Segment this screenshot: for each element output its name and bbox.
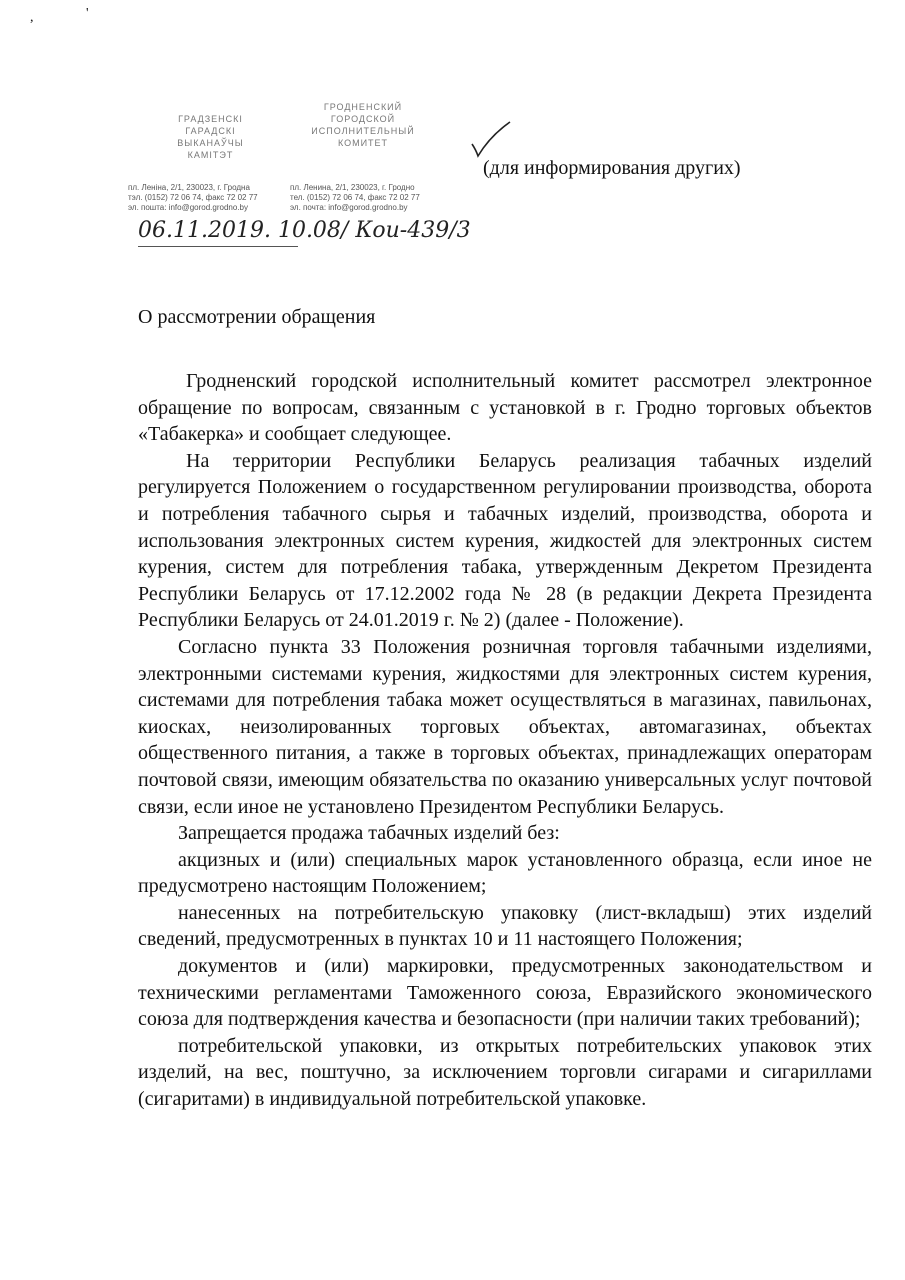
stamp-line: ГАРАДСКІ [185,126,236,136]
stamp-left-block [128,113,293,161]
stamp-line: ИСПОЛНИТЕЛЬНЫЙ [311,126,415,136]
paragraph: потребительской упаковки, из открытых потребительских упаковок этих изделий, на вес, поштучно, за исключением торговли сигарами и сигариллами (сигаритами) в индивидуальной потребительской упаковке. [138,1034,872,1111]
paragraph: На территории Республики Беларусь реализация табачных изделий регулируется Положением о государственном регулировании производства, оборота и потребления табачного сырья и табачных изделий, производства, оборота и использования электронных систем курения, жидкостей для электронных систем курения, систем для потребления табака, утвержденным Декретом Президента Республики Беларусь от 17.12.2002 года № 28 (в редакции Декрета Президента Республики Беларусь от 24.01.2019 г. № 2) (далее - Положение). [138,449,872,632]
underline [138,246,298,247]
stamp-line: ГРАДЗЕНСКІ [178,114,243,124]
document-body [138,368,872,1113]
checkmark-icon [468,120,512,162]
stamp-line: ГОРОДСКОЙ [330,114,396,124]
paragraph: Согласно пункта 33 Положения розничная торговля табачными изделиями, электронными системами курения, жидкостями для электронных систем курения, системами для потребления табака может осуществляться в магазинах, павильонах, киосках, неизолированных торговых объектах, автомагазинах, объектах общественного питания, а также в торговых объектах, принадлежащих операторам почтовой связи, имеющим обязательства по оказанию универсальных услуг почтовой связи, если иное не установлено Президентом Республики Беларусь. [138,635,872,818]
distribution-note: (для информирования других) [483,157,741,179]
stamp-address-line: пл. Ленина, 2/1, 230023, г. Гродно [290,183,415,192]
stamp-line: ГРОДНЕНСКИЙ [323,102,403,112]
stamp-line: ВЫКАНАЎЧЫ [177,138,244,148]
stamp-address-line: тэл. (0152) 72 06 74, факс 72 02 77 [128,193,258,202]
paragraph: Гродненский городской исполнительный комитет рассмотрел электронное обращение по вопросам, связанным с установкой в г. Гродно торговых объектов «Табакерка» и сообщает следующее. [138,370,872,446]
document-subject: О рассмотрении обращения [138,306,376,328]
stamp-address-line: тел. (0152) 72 06 74, факс 72 02 77 [290,193,420,202]
paragraph: нанесенных на потребительскую упаковку (лист-вкладыш) этих изделий сведений, предусмотренных в пунктах 10 и 11 настоящего Положения; [138,901,872,951]
stamp-address-left [128,183,258,213]
stamp-line: КОМИТЕТ [337,138,389,148]
stamp-address-line: пл. Леніна, 2/1, 230023, г. Гродна [128,183,250,192]
stamp-right-block [278,101,448,149]
stamp-line: КАМІТЭТ [187,150,234,160]
paragraph: Запрещается продажа табачных изделий без: [178,822,560,845]
registration-stamp [128,95,458,275]
paragraph: документов и (или) маркировки, предусмотренных законодательством и техническими регламентами Таможенного союза, Евразийского экономического союза для подтверждения качества и безопасности (при наличии таких требований); [138,955,872,1031]
scan-mark: , [30,10,34,25]
scan-mark: ' [86,6,89,21]
registration-number: 06.11.2019. 10.08/ Кои-439/3 [138,218,471,243]
paragraph: акцизных и (или) специальных марок установленного образца, если иное не предусмотрено настоящим Положением; [138,848,872,898]
stamp-address-line: эл. пошта: info@gorod.grodno.by [128,203,248,212]
stamp-address-right [290,183,420,213]
stamp-address-line: эл. почта: info@gorod.grodno.by [290,203,408,212]
